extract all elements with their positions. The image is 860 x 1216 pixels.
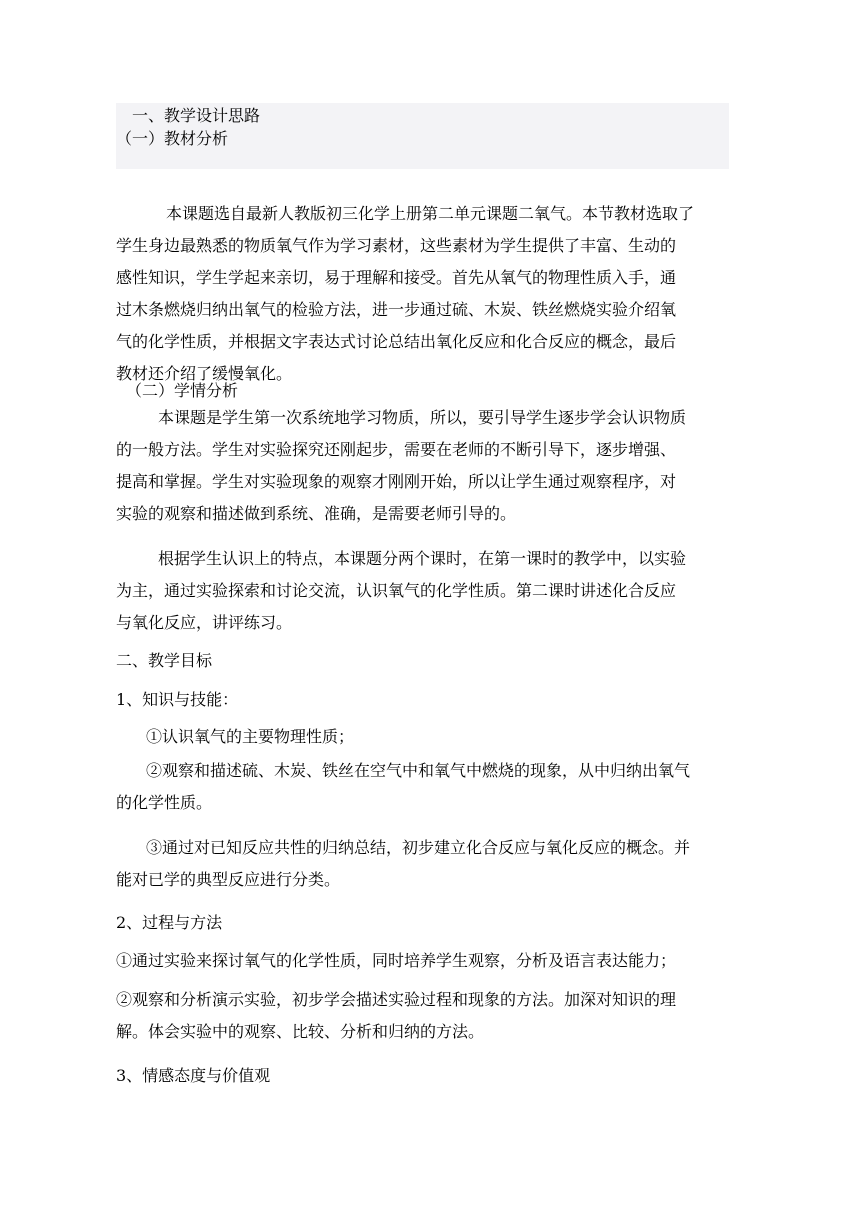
subheading-textbook-analysis: （一）教材分析 bbox=[116, 129, 229, 148]
paragraph-line: 过木条燃烧归纳出氧气的检验方法，进一步通过硫、木炭、铁丝燃烧实验介绍氧 bbox=[116, 300, 677, 319]
paragraph-line: ②观察和分析演示实验，初步学会描述实验过程和现象的方法。加深对知识的理 bbox=[116, 990, 677, 1009]
paragraph-line: 与氧化反应，讲评练习。 bbox=[116, 613, 293, 632]
goal-point-block bbox=[116, 984, 728, 1048]
paragraph-line: 学生身边最熟悉的物质氧气作为学习素材，这些素材为学生提供了丰富、生动的 bbox=[116, 236, 677, 255]
goal-point: ①认识氧气的主要物理性质； bbox=[146, 727, 355, 746]
paragraph-line: 气的化学性质，并根据文字表达式讨论总结出氧化反应和化合反应的概念，最后 bbox=[116, 332, 677, 351]
paragraph-line: 的一般方法。学生对实验探究还刚起步，需要在老师的不断引导下，逐步增强、 bbox=[116, 440, 677, 459]
paragraph-line: ②观察和描述硫、木炭、铁丝在空气中和氧气中燃烧的现象，从中归纳出氧气 bbox=[146, 761, 691, 780]
paragraph-line: 根据学生认识上的特点，本课题分两个课时，在第一课时的教学中，以实验 bbox=[158, 549, 687, 568]
goal-point: ①通过实验来探讨氧气的化学性质，同时培养学生观察，分析及语言表达能力； bbox=[116, 951, 677, 970]
paragraph-lesson-plan bbox=[116, 543, 728, 639]
goal-point-block bbox=[116, 832, 728, 896]
paragraph-line: 本课题选自最新人教版初三化学上册第二单元课题二氧气。本节教材选取了 bbox=[166, 204, 695, 223]
paragraph-line: 能对已学的典型反应进行分类。 bbox=[116, 870, 341, 889]
goal-title-knowledge-skills: 1、知识与技能： bbox=[116, 690, 239, 709]
paragraph-textbook-analysis bbox=[116, 198, 728, 390]
goal-title-process-method: 2、过程与方法 bbox=[116, 913, 223, 932]
subheading-learner-analysis: （二）学情分析 bbox=[126, 381, 239, 400]
paragraph-line: 为主，通过实验探索和讨论交流，认识氧气的化学性质。第二课时讲述化合反应 bbox=[116, 581, 677, 600]
paragraph-line: 教材还介绍了缓慢氧化。 bbox=[116, 364, 293, 383]
paragraph-line: 的化学性质。 bbox=[116, 793, 213, 812]
paragraph-learner-analysis bbox=[116, 402, 728, 530]
paragraph-line: ③通过对已知反应共性的归纳总结，初步建立化合反应与氧化反应的概念。并 bbox=[146, 838, 691, 857]
section-heading-teaching-goals: 二、教学目标 bbox=[116, 651, 213, 670]
goal-title-attitude-values: 3、情感态度与价值观 bbox=[116, 1066, 271, 1085]
goal-point-block bbox=[116, 755, 728, 819]
paragraph-line: 感性知识，学生学起来亲切，易于理解和接受。首先从氧气的物理性质入手，通 bbox=[116, 268, 677, 287]
paragraph-line: 本课题是学生第一次系统地学习物质，所以，要引导学生逐步学会认识物质 bbox=[158, 408, 687, 427]
paragraph-line: 解。体会实验中的观察、比较、分析和归纳的方法。 bbox=[116, 1022, 485, 1041]
paragraph-line: 提高和掌握。学生对实验现象的观察才刚刚开始，所以让学生通过观察程序，对 bbox=[116, 472, 677, 491]
section-heading-design-idea: 一、教学设计思路 bbox=[132, 106, 261, 125]
paragraph-line: 实验的观察和描述做到系统、准确，是需要老师引导的。 bbox=[116, 504, 517, 523]
